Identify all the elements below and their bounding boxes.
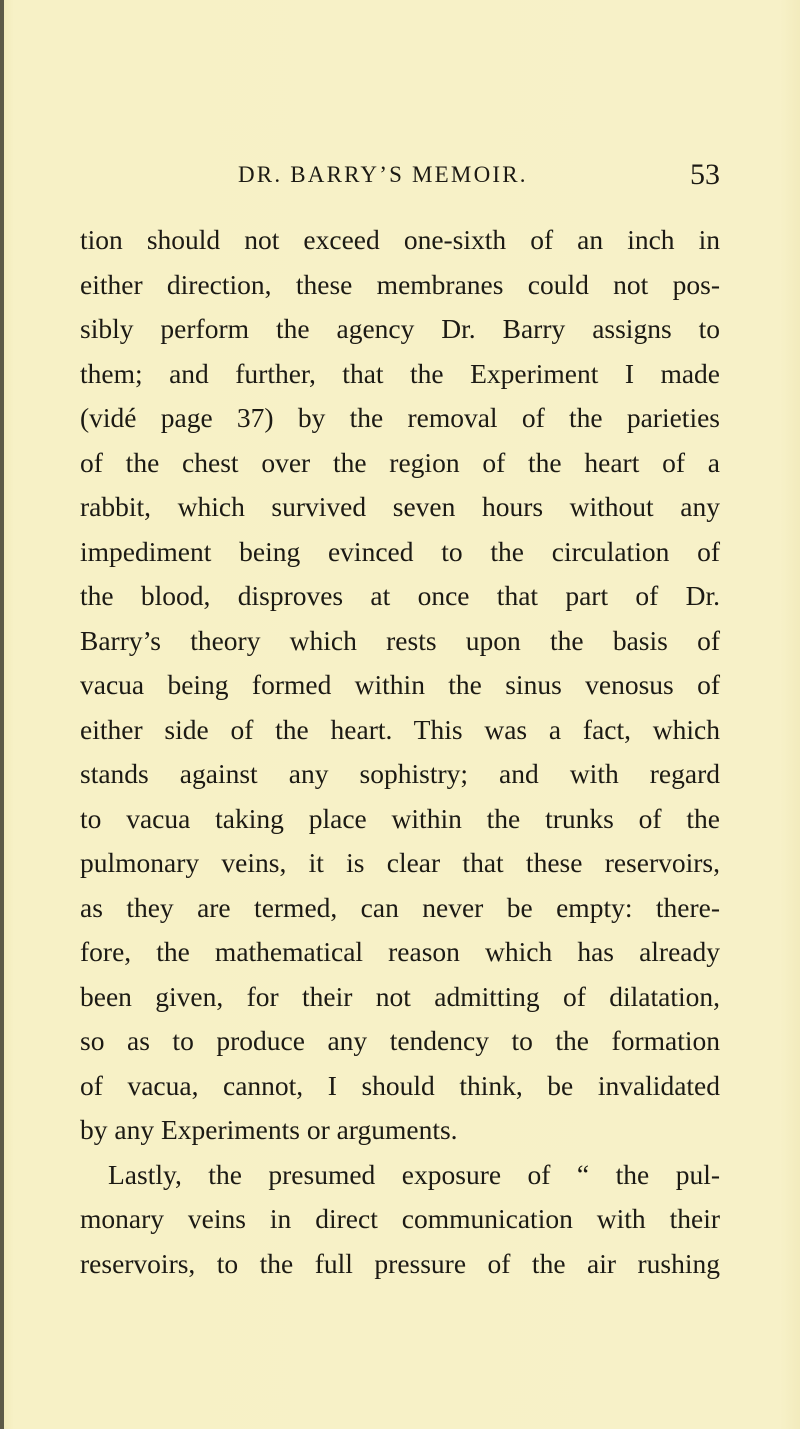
text-line: pulmonary veins, it is clear that these reservoirs, <box>80 847 720 878</box>
text-line: tion should not exceed one-sixth of an inch in <box>80 224 720 255</box>
text-line: to vacua taking place within the trunks of the <box>80 802 720 834</box>
text-line: as they are termed, can never be empty: there- <box>80 891 720 923</box>
page-number: 53 <box>690 158 720 191</box>
text-line: fore, the mathematical reason which has already <box>80 936 720 967</box>
text-line: (vidé page 37) by the removal of the parieties <box>80 402 720 433</box>
text-line: been given, for their not admitting of dilatation, <box>80 980 720 1012</box>
page-header <box>0 160 800 200</box>
text-line: of vacua, cannot, I should think, be invalidated <box>80 1069 720 1101</box>
text-line: sibly perform the agency Dr. Barry assigns to <box>80 313 720 344</box>
text-line: rabbit, which survived seven hours without any <box>80 491 720 522</box>
text-line: Barry’s theory which rests upon the basis of <box>80 624 720 656</box>
text-line: impediment being evinced to the circulation of <box>80 535 720 567</box>
text-line: either direction, these membranes could not pos- <box>80 268 720 300</box>
page-edge-shadow <box>0 0 4 1429</box>
text-line: the blood, disproves at once that part of Dr. <box>80 580 720 611</box>
text-line: them; and further, that the Experiment I made <box>80 357 720 389</box>
paragraph-start-line: Lastly, the presumed exposure of “ the pul- <box>108 1158 720 1190</box>
text-line: so as to produce any tendency to the formation <box>80 1025 720 1056</box>
text-line: monary veins in direct communication with their <box>80 1203 720 1234</box>
running-head: DR. BARRY’S MEMOIR. <box>238 162 528 187</box>
text-line: stands against any sophistry; and with regard <box>80 758 720 789</box>
body-text <box>80 218 720 1286</box>
text-line: either side of the heart. This was a fact, which <box>80 713 720 745</box>
text-line: of the chest over the region of the heart of a <box>80 446 720 478</box>
text-line: reservoirs, to the full pressure of the air rushing <box>80 1247 720 1279</box>
paragraph-end-line: by any Experiments or arguments. <box>80 1114 458 1145</box>
text-line: vacua being formed within the sinus venosus of <box>80 669 720 700</box>
